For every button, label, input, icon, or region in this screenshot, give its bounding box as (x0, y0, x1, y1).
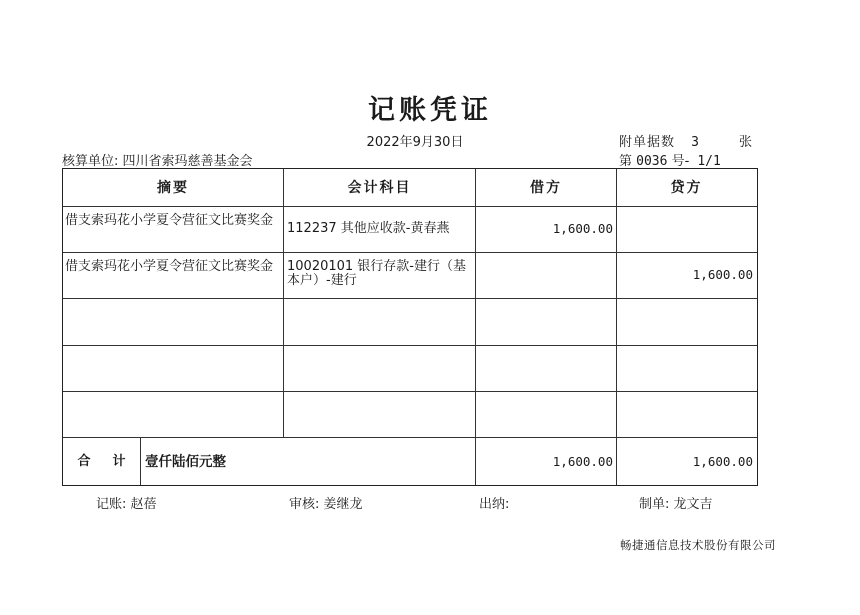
signature-preparer (639, 493, 713, 512)
preparer-label: 制单: (639, 497, 670, 512)
preparer-name: 龙文吉 (673, 497, 713, 512)
header-credit-text: 贷方 (670, 179, 703, 196)
attachment-count-value: 3 (691, 135, 699, 150)
voucher-date: 2022年9月30日 (366, 135, 464, 150)
row-1-credit (617, 206, 756, 252)
header-account-text: 会计科目 (347, 179, 412, 196)
signature-bookkeeper (96, 493, 157, 512)
reviewer-label: 审核: (289, 497, 320, 512)
total-label-text: 合计 (77, 453, 148, 469)
accounting-unit (62, 150, 253, 169)
total-credit: 1,600.00 (692, 453, 753, 469)
row-2-credit: 1,600.00 (692, 267, 753, 282)
voucher-table (62, 168, 758, 486)
row-1-debit: 1,600.00 (552, 221, 613, 236)
total-label (63, 438, 148, 485)
header-debit-text: 借方 (530, 179, 562, 196)
attachment-label: 附单据数 (619, 135, 676, 150)
header-credit (617, 169, 756, 206)
voucher-number-prefix: 第 (619, 154, 633, 169)
header-debit (476, 169, 616, 206)
bookkeeper-label: 记账: (96, 497, 127, 512)
reviewer-name: 姜继龙 (323, 497, 363, 512)
row-1-account: 112237 其他应收款-黄春燕 (287, 221, 450, 236)
row-2-summary: 借支索玛花小学夏令营征文比赛奖金 (65, 259, 274, 274)
cashier-label: 出纳: (479, 497, 510, 512)
voucher-number-value: 0036 (636, 154, 668, 169)
header-summary-text: 摘要 (157, 179, 189, 196)
total-capital-amount: 壹仟陆佰元整 (145, 453, 226, 470)
attachment-count (619, 131, 752, 150)
bookkeeper-name: 赵蓓 (130, 497, 157, 512)
accounting-unit-name: 四川省索玛慈善基金会 (122, 154, 253, 169)
signature-cashier (479, 493, 509, 512)
software-company: 畅捷通信息技术股份有限公司 (620, 538, 776, 552)
total-debit: 1,600.00 (552, 453, 613, 469)
voucher-number (619, 150, 721, 169)
voucher-page: 1/1 (697, 154, 721, 169)
row-2-debit (476, 252, 616, 298)
voucher-title: 记账凭证 (368, 95, 492, 126)
row-2-account: 10020101 银行存款-建行（基本户）-建行 (287, 259, 466, 288)
row-1-summary: 借支索玛花小学夏令营征文比赛奖金 (65, 213, 274, 228)
attachment-unit: 张 (739, 135, 753, 150)
header-account (284, 169, 475, 206)
signature-reviewer (289, 493, 363, 512)
accounting-unit-label: 核算单位: (62, 154, 119, 169)
header-summary (63, 169, 283, 206)
voucher-number-suffix: 号- (671, 154, 690, 169)
